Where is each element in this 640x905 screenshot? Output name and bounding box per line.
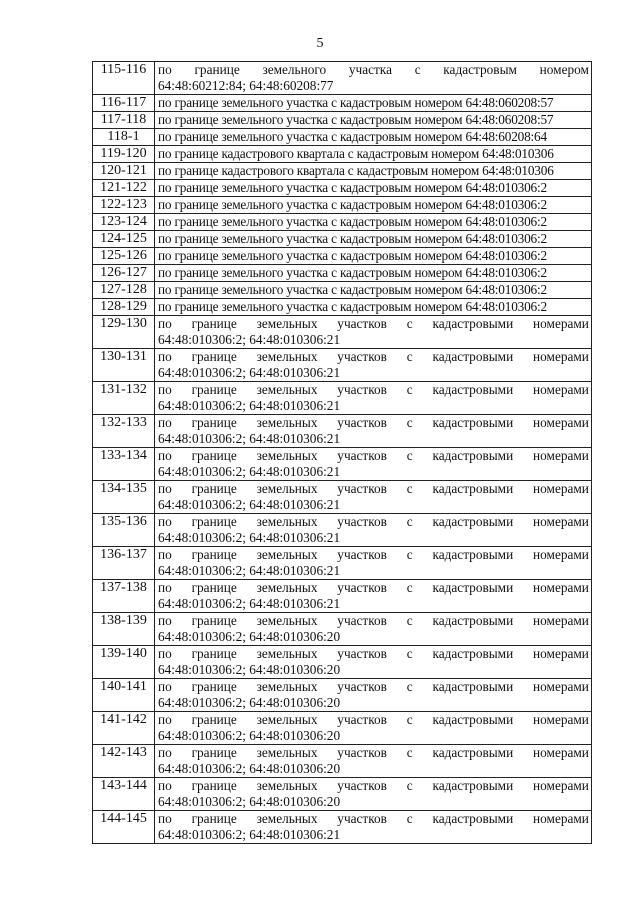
word: по xyxy=(158,613,172,628)
word: участков xyxy=(337,712,387,727)
word: номерами xyxy=(533,316,589,331)
word: с xyxy=(406,778,413,793)
segment-cell: 124-125 xyxy=(93,231,155,248)
word: номерами xyxy=(533,448,589,463)
description-cell xyxy=(155,613,592,646)
description-cell xyxy=(155,214,592,231)
word: земельного xyxy=(262,62,327,77)
description-cell xyxy=(155,514,592,547)
description-line-1: по границе земельного участка с кадастровым номером 64:48:60208:64 xyxy=(158,129,547,144)
description-cell xyxy=(155,95,592,112)
boundary-table xyxy=(92,61,592,844)
description-line-1 xyxy=(158,811,589,827)
word: с xyxy=(406,679,413,694)
word: участков xyxy=(337,415,387,430)
description-line-2: 64:48:010306:2; 64:48:010306:20 xyxy=(158,694,341,710)
segment-cell: 116-117 xyxy=(93,95,155,112)
description-cell xyxy=(155,248,592,265)
description-line-1 xyxy=(158,745,589,761)
description-line-2: 64:48:010306:2; 64:48:010306:21 xyxy=(158,562,341,578)
table-row xyxy=(93,712,592,745)
word: земельных xyxy=(256,547,318,562)
description-line-2: 64:48:010306:2; 64:48:010306:20 xyxy=(158,727,341,743)
word: участков xyxy=(337,646,387,661)
description-line-2: 64:48:60212:84; 64:48:60208:77 xyxy=(158,77,334,93)
segment-cell: 135-136 xyxy=(93,514,155,547)
description-line-1 xyxy=(158,62,589,78)
word: номерами xyxy=(533,514,589,529)
description-line-1: по границе земельного участка с кадастровым номером 64:48:010306:2 xyxy=(158,299,547,314)
word: номерами xyxy=(533,415,589,430)
word: с xyxy=(406,382,413,397)
word: номерами xyxy=(533,712,589,727)
segment-cell: 129-130 xyxy=(93,316,155,349)
word: участков xyxy=(337,613,387,628)
segment-cell: 128-129 xyxy=(93,299,155,316)
word: кадастровыми xyxy=(432,778,514,793)
description-line-1: по границе кадастрового квартала с кадастровым номером 64:48:010306 xyxy=(158,146,554,161)
table-row xyxy=(93,299,592,316)
description-cell xyxy=(155,811,592,844)
table-row xyxy=(93,646,592,679)
description-line-1: по границе земельного участка с кадастровым номером 64:48:060208:57 xyxy=(158,112,554,127)
word: границе xyxy=(191,415,237,430)
table-body xyxy=(93,62,592,844)
table-row xyxy=(93,197,592,214)
word: земельных xyxy=(256,448,318,463)
word: участков xyxy=(337,514,387,529)
word: по xyxy=(158,415,172,430)
description-line-2: 64:48:010306:2; 64:48:010306:21 xyxy=(158,397,341,413)
word: границе xyxy=(191,580,237,595)
segment-cell: 121-122 xyxy=(93,180,155,197)
description-line-1 xyxy=(158,448,589,464)
page-number: 5 xyxy=(316,36,324,51)
word: по xyxy=(158,316,172,331)
description-cell xyxy=(155,180,592,197)
word: кадастровыми xyxy=(432,679,514,694)
word: земельных xyxy=(256,382,318,397)
word: кадастровыми xyxy=(432,481,514,496)
word: земельных xyxy=(256,745,318,760)
word: с xyxy=(406,613,413,628)
description-line-2: 64:48:010306:2; 64:48:010306:21 xyxy=(158,331,341,347)
table-row xyxy=(93,180,592,197)
word: участков xyxy=(337,481,387,496)
description-cell xyxy=(155,481,592,514)
description-line-1 xyxy=(158,349,589,365)
word: с xyxy=(414,62,421,77)
description-line-1 xyxy=(158,646,589,662)
description-line-2: 64:48:010306:2; 64:48:010306:21 xyxy=(158,595,341,611)
word: с xyxy=(406,481,413,496)
segment-cell: 118-1 xyxy=(93,129,155,146)
word: участков xyxy=(337,679,387,694)
description-line-1: по границе земельного участка с кадастровым номером 64:48:010306:2 xyxy=(158,265,547,280)
description-line-1: по границе земельного участка с кадастровым номером 64:48:010306:2 xyxy=(158,282,547,297)
word: кадастровыми xyxy=(432,646,514,661)
word: кадастровыми xyxy=(432,382,514,397)
segment-cell: 133-134 xyxy=(93,448,155,481)
word: земельных xyxy=(256,712,318,727)
word: участков xyxy=(337,778,387,793)
word: по xyxy=(158,547,172,562)
word: по xyxy=(158,646,172,661)
word: с xyxy=(406,415,413,430)
description-line-2: 64:48:010306:2; 64:48:010306:20 xyxy=(158,628,341,644)
segment-cell: 134-135 xyxy=(93,481,155,514)
word: кадастровыми xyxy=(432,547,514,562)
segment-cell: 127-128 xyxy=(93,282,155,299)
word: по xyxy=(158,514,172,529)
description-line-2: 64:48:010306:2; 64:48:010306:20 xyxy=(158,661,341,677)
description-cell xyxy=(155,197,592,214)
segment-cell: 132-133 xyxy=(93,415,155,448)
word: кадастровыми xyxy=(432,316,514,331)
word: границе xyxy=(191,613,237,628)
segment-cell: 120-121 xyxy=(93,163,155,180)
word: земельных xyxy=(256,646,318,661)
description-line-1 xyxy=(158,613,589,629)
description-cell xyxy=(155,679,592,712)
table-row xyxy=(93,547,592,580)
word: границе xyxy=(191,745,237,760)
description-cell xyxy=(155,778,592,811)
word: с xyxy=(406,349,413,364)
description-cell xyxy=(155,580,592,613)
description-cell xyxy=(155,129,592,146)
description-line-1 xyxy=(158,679,589,695)
word: с xyxy=(406,448,413,463)
word: с xyxy=(406,580,413,595)
word: по xyxy=(158,745,172,760)
table-row xyxy=(93,146,592,163)
word: земельных xyxy=(256,481,318,496)
word: с xyxy=(406,811,413,826)
word: номерами xyxy=(533,778,589,793)
description-line-2: 64:48:010306:2; 64:48:010306:20 xyxy=(158,793,341,809)
word: по xyxy=(158,811,172,826)
word: с xyxy=(406,712,413,727)
word: кадастровым xyxy=(443,62,517,77)
word: номерами xyxy=(533,679,589,694)
word: границе xyxy=(191,547,237,562)
description-line-1 xyxy=(158,415,589,431)
segment-cell: 130-131 xyxy=(93,349,155,382)
word: земельных xyxy=(256,514,318,529)
table-row xyxy=(93,349,592,382)
word: земельных xyxy=(256,679,318,694)
word: с xyxy=(406,646,413,661)
table-row xyxy=(93,282,592,299)
table-row xyxy=(93,481,592,514)
description-cell xyxy=(155,448,592,481)
word: номерами xyxy=(533,382,589,397)
table-row xyxy=(93,129,592,146)
table-row xyxy=(93,382,592,415)
description-line-1: по границе земельного участка с кадастровым номером 64:48:010306:2 xyxy=(158,248,547,263)
word: границе xyxy=(191,382,237,397)
word: с xyxy=(406,745,413,760)
segment-cell: 125-126 xyxy=(93,248,155,265)
segment-cell: 115-116 xyxy=(93,62,155,95)
word: с xyxy=(406,514,413,529)
segment-cell: 138-139 xyxy=(93,613,155,646)
table-row xyxy=(93,613,592,646)
segment-cell: 123-124 xyxy=(93,214,155,231)
description-line-2: 64:48:010306:2; 64:48:010306:21 xyxy=(158,430,341,446)
description-cell xyxy=(155,146,592,163)
word: номерами xyxy=(533,547,589,562)
description-cell xyxy=(155,231,592,248)
word: участков xyxy=(337,745,387,760)
word: кадастровыми xyxy=(432,580,514,595)
word: по xyxy=(158,481,172,496)
table-row xyxy=(93,514,592,547)
word: по xyxy=(158,679,172,694)
description-cell xyxy=(155,299,592,316)
description-line-2: 64:48:010306:2; 64:48:010306:21 xyxy=(158,529,341,545)
description-line-1 xyxy=(158,514,589,530)
description-cell xyxy=(155,316,592,349)
table-row xyxy=(93,248,592,265)
description-cell xyxy=(155,349,592,382)
description-line-2: 64:48:010306:2; 64:48:010306:21 xyxy=(158,364,341,380)
description-line-1 xyxy=(158,778,589,794)
word: номерами xyxy=(533,580,589,595)
description-cell xyxy=(155,712,592,745)
segment-cell: 141-142 xyxy=(93,712,155,745)
description-line-1: по границе кадастрового квартала с кадастровым номером 64:48:010306 xyxy=(158,163,554,178)
description-line-2: 64:48:010306:2; 64:48:010306:21 xyxy=(158,496,341,512)
description-cell xyxy=(155,547,592,580)
word: земельных xyxy=(256,580,318,595)
description-cell xyxy=(155,415,592,448)
word: участков xyxy=(337,547,387,562)
word: границе xyxy=(191,778,237,793)
word: по xyxy=(158,448,172,463)
segment-cell: 142-143 xyxy=(93,745,155,778)
description-cell xyxy=(155,265,592,282)
word: границе xyxy=(191,679,237,694)
word: границе xyxy=(191,646,237,661)
word: номерами xyxy=(533,745,589,760)
word: номерами xyxy=(533,613,589,628)
word: номерами xyxy=(533,646,589,661)
word: кадастровыми xyxy=(432,811,514,826)
segment-cell: 140-141 xyxy=(93,679,155,712)
word: земельных xyxy=(256,811,318,826)
word: кадастровыми xyxy=(432,448,514,463)
word: по xyxy=(158,62,172,77)
table-row xyxy=(93,448,592,481)
segment-cell: 131-132 xyxy=(93,382,155,415)
word: по xyxy=(158,712,172,727)
description-cell xyxy=(155,112,592,129)
word: границе xyxy=(191,316,237,331)
word: кадастровыми xyxy=(432,712,514,727)
description-line-1: по границе земельного участка с кадастровым номером 64:48:010306:2 xyxy=(158,231,547,246)
description-line-2: 64:48:010306:2; 64:48:010306:20 xyxy=(158,760,341,776)
word: кадастровыми xyxy=(432,415,514,430)
word: по xyxy=(158,778,172,793)
table-row xyxy=(93,62,592,95)
description-cell xyxy=(155,646,592,679)
description-line-1 xyxy=(158,481,589,497)
table-row xyxy=(93,95,592,112)
table-row xyxy=(93,231,592,248)
segment-cell: 117-118 xyxy=(93,112,155,129)
word: границе xyxy=(191,811,237,826)
segment-cell: 119-120 xyxy=(93,146,155,163)
table-row xyxy=(93,415,592,448)
table-row xyxy=(93,580,592,613)
word: с xyxy=(406,316,413,331)
table-row xyxy=(93,778,592,811)
segment-cell: 126-127 xyxy=(93,265,155,282)
word: участка xyxy=(348,62,392,77)
table-row xyxy=(93,214,592,231)
word: участков xyxy=(337,316,387,331)
word: границе xyxy=(191,349,237,364)
word: границе xyxy=(191,481,237,496)
word: номерами xyxy=(533,481,589,496)
word: земельных xyxy=(256,613,318,628)
word: по xyxy=(158,349,172,364)
word: границе xyxy=(191,712,237,727)
description-line-1 xyxy=(158,712,589,728)
table-row xyxy=(93,112,592,129)
word: с xyxy=(406,547,413,562)
word: кадастровыми xyxy=(432,514,514,529)
table-row xyxy=(93,316,592,349)
word: номером xyxy=(539,62,589,77)
description-line-1: по границе земельного участка с кадастровым номером 64:48:010306:2 xyxy=(158,197,547,212)
description-line-1: по границе земельного участка с кадастровым номером 64:48:010306:2 xyxy=(158,214,547,229)
segment-cell: 144-145 xyxy=(93,811,155,844)
segment-cell: 143-144 xyxy=(93,778,155,811)
word: участков xyxy=(337,580,387,595)
table-row xyxy=(93,679,592,712)
word: границе xyxy=(191,448,237,463)
description-cell xyxy=(155,282,592,299)
word: по xyxy=(158,382,172,397)
segment-cell: 122-123 xyxy=(93,197,155,214)
word: земельных xyxy=(256,778,318,793)
word: земельных xyxy=(256,349,318,364)
word: границе xyxy=(194,62,240,77)
word: номерами xyxy=(533,811,589,826)
table-row xyxy=(93,811,592,844)
description-cell xyxy=(155,382,592,415)
word: участков xyxy=(337,382,387,397)
word: земельных xyxy=(256,316,318,331)
table-row xyxy=(93,163,592,180)
segment-cell: 139-140 xyxy=(93,646,155,679)
word: границе xyxy=(191,514,237,529)
description-line-1 xyxy=(158,382,589,398)
description-cell xyxy=(155,745,592,778)
word: номерами xyxy=(533,349,589,364)
description-line-1 xyxy=(158,316,589,332)
description-line-2: 64:48:010306:2; 64:48:010306:21 xyxy=(158,463,341,479)
word: кадастровыми xyxy=(432,745,514,760)
description-cell xyxy=(155,62,592,95)
word: участков xyxy=(337,448,387,463)
description-line-1 xyxy=(158,547,589,563)
description-line-1: по границе земельного участка с кадастровым номером 64:48:010306:2 xyxy=(158,180,547,195)
word: по xyxy=(158,580,172,595)
word: кадастровыми xyxy=(432,349,514,364)
word: участков xyxy=(337,811,387,826)
description-line-1: по границе земельного участка с кадастровым номером 64:48:060208:57 xyxy=(158,95,554,110)
segment-cell: 137-138 xyxy=(93,580,155,613)
segment-cell: 136-137 xyxy=(93,547,155,580)
description-line-1 xyxy=(158,580,589,596)
description-cell xyxy=(155,163,592,180)
word: участков xyxy=(337,349,387,364)
table-row xyxy=(93,265,592,282)
table-row xyxy=(93,745,592,778)
description-line-2: 64:48:010306:2; 64:48:010306:21 xyxy=(158,826,341,842)
word: земельных xyxy=(256,415,318,430)
word: кадастровыми xyxy=(432,613,514,628)
